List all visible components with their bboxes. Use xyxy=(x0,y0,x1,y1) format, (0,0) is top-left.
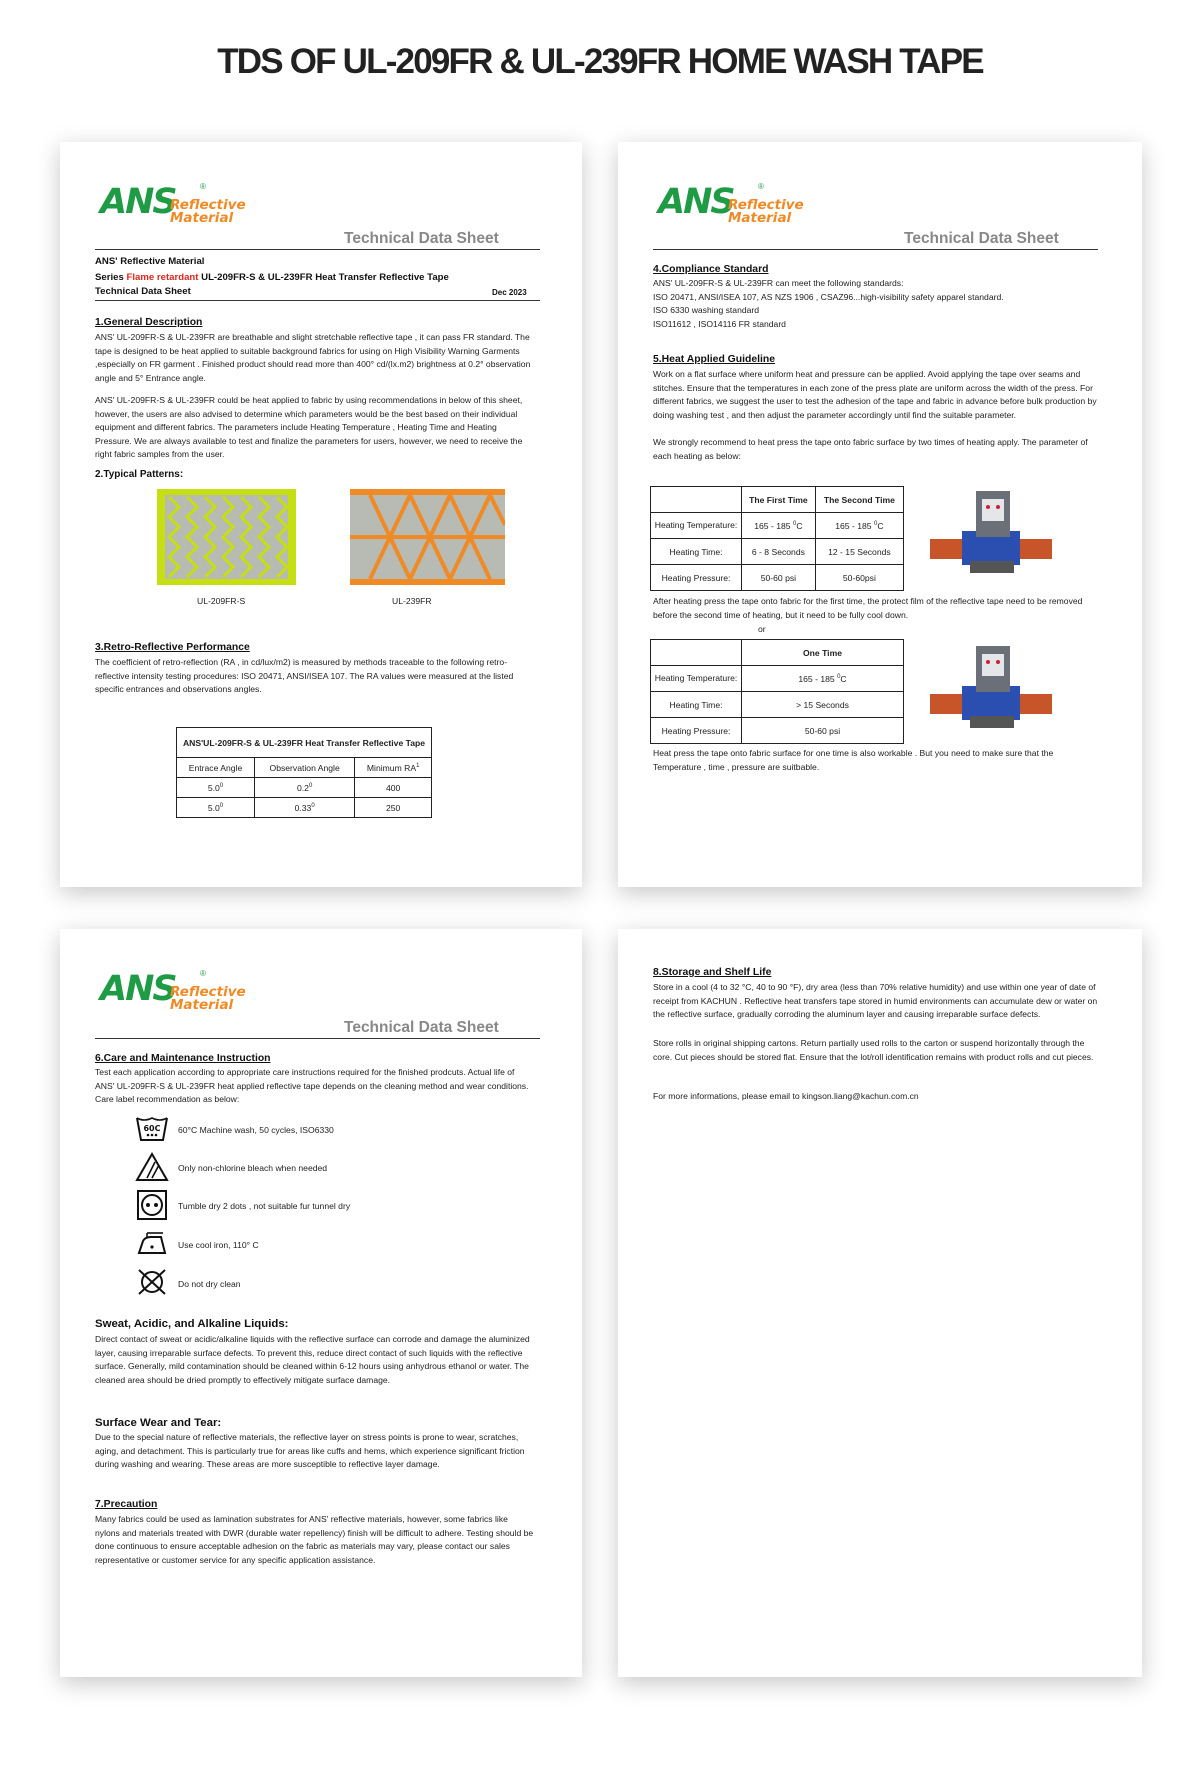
section-5-paragraph-2: We strongly recommend to heat press the tape onto fabric surface by two times of heating apply. The parameter of each heating as below: xyxy=(653,437,1088,461)
iron-icon xyxy=(135,1229,169,1259)
header-first-time: The First Time xyxy=(742,487,816,513)
care-item-dry-clean: Do not dry clean xyxy=(178,1279,241,1289)
section-2-title: 2.Typical Patterns: xyxy=(95,469,184,480)
header-rule-2 xyxy=(95,300,540,301)
section-6-paragraph: Test each application according to appropriate care instructions required for the finished prodcuts. Actual life of ANS' UL-209FR-S & UL-239FR heat applied reflective tape depends on the cleaning method and wear conditions. Care label recommendation as below: xyxy=(95,1067,529,1105)
section-3-title: 3.Retro-Reflective Performance xyxy=(95,642,250,653)
heat-press-machine-image-1 xyxy=(926,487,1056,577)
logo-wordmark: ANS xyxy=(658,182,734,222)
logo-wordmark: ANS xyxy=(100,182,176,222)
logo-registered-mark: ® xyxy=(200,182,206,191)
non-chlorine-bleach-icon xyxy=(135,1152,169,1182)
series-line: Series Flame retardant UL-209FR-S & UL-239FR Heat Transfer Reflective Tape xyxy=(95,272,449,283)
section-1-paragraph-1: ANS' UL-209FR-S & UL-239FR are breathable and slight stretchable reflective tape , it can pass FR standard. The tape is designed to be heat applied to suitable background fabrics for using on High Visibility Warning Garments ,especially on FR garment . Finished product should read more than 400° cd/(lx.m2) brightness at 0.2° observation angle and 5° Entrance angle. xyxy=(95,332,531,383)
contact-email-text: For more informations, please email to kingson.liang@kachun.com.cn xyxy=(653,1091,919,1101)
or-text: or xyxy=(758,624,766,634)
table-row: Heating Time: 6 - 8 Seconds 12 - 15 Seconds xyxy=(651,539,904,565)
pattern-1-label: UL-209FR-S xyxy=(197,596,246,606)
ra-header-observation: Observation Angle xyxy=(255,758,355,778)
tds-page-1 xyxy=(60,142,582,887)
table-row: Heating Pressure: 50-60 psi xyxy=(651,718,904,744)
sheet-label: Technical Data Sheet xyxy=(904,230,1059,247)
table-row: Heating Pressure: 50-60 psi 50-60psi xyxy=(651,565,904,591)
ans-logo xyxy=(100,969,270,1019)
table-row: Heating Time: > 15 Seconds xyxy=(651,692,904,718)
sheet-label: Technical Data Sheet xyxy=(344,1019,499,1036)
care-item-wash: 60°C Machine wash, 50 cycles, ISO6330 xyxy=(178,1125,334,1135)
ans-logo xyxy=(100,182,270,232)
document-title: TDS OF UL-209FR & UL-239FR HOME WASH TAPE xyxy=(217,42,983,81)
tds-page-4 xyxy=(618,929,1142,1677)
logo-line2: Material xyxy=(170,997,234,1013)
tumble-dry-icon xyxy=(135,1190,169,1220)
section-1-paragraph-2: ANS' UL-209FR-S & UL-239FR could be heat applied to fabric by using recommendations in below of this sheet, however, the users are also advised to determine which parameters would be the best based on their individual equipment and different fabrics. The parameters include Heating Temperature , Heating Time and Heating Pressure. We are always available to test and finalize the parameters for users, however, we need to receive the right fabric samples from the user. xyxy=(95,395,523,460)
section-4-title: 4.Compliance Standard xyxy=(653,264,769,275)
pattern-ul209frs-image xyxy=(157,489,296,585)
logo-line2: Material xyxy=(728,210,792,226)
care-item-tumble-dry: Tumble dry 2 dots , not suitable fur tunnel dry xyxy=(178,1201,351,1211)
section-4-list: ANS' UL-209FR-S & UL-239FR can meet the following standards: ISO 20471, ANSI/ISEA 107, AS NZS 1906 , CSAZ96...high-visibility safety apparel standard. ISO 6330 washing standard ISO11612 , ISO14116 FR standard xyxy=(653,278,1004,329)
section-6-title: 6.Care and Maintenance Instruction xyxy=(95,1053,271,1064)
logo-line1: Reflective xyxy=(170,197,246,213)
header-one-time: One Time xyxy=(742,640,904,666)
wear-paragraph: Due to the special nature of reflective materials, the reflective layer on stress points is prone to wear, scratches, aging, and detachment. This is particularly true for areas like cuffs and hems, which experience significant friction during washing and wearing. These areas are more susceptible to reflective layer damage. xyxy=(95,1432,525,1470)
header-rule xyxy=(95,1038,540,1039)
heat-press-machine-image-2 xyxy=(926,642,1056,732)
section-8-title: 8.Storage and Shelf Life xyxy=(653,967,772,978)
company-name: ANS' Reflective Material xyxy=(95,256,205,267)
sweat-paragraph: Direct contact of sweat or acidic/alkaline liquids with the reflective surface can corrode and damage the aluminized layer, causing irreparable surface defects. To prevent this, reduce direct contact of such liquids with the reflective surface. Generally, mild contamination should be cleaned within 6-12 hours using anhydrous ethanol or water. The cleaned area should be dried promptly to effectively mitigate surface damage. xyxy=(95,1334,530,1385)
section-3-paragraph: The coefficient of retro-reflection (RA , in cd/lux/m2) is measured by methods traceable to the following retro-reflective intensity testing procedures: ISO 20471, ANSI/ISEA 107. The RA values were measured at the listed specific entrances and observations angles. xyxy=(95,657,514,695)
pattern-ul239fr-image xyxy=(350,489,505,585)
section-8-paragraph-1: Store in a cool (4 to 32 °C, 40 to 90 °F), dry area (less than 70% relative humidity) and use within one year of date of receipt from KACHUN . Reflective heat transfers tape stored in humid environments can accumulate dew or water on the reflective surface, gradually corroding the aluminum layer and causing irreparable surface defects. xyxy=(653,982,1098,1020)
logo-registered-mark: ® xyxy=(200,969,206,978)
header-rule xyxy=(95,249,540,250)
wear-title: Surface Wear and Tear: xyxy=(95,1417,222,1429)
care-item-bleach: Only non-chlorine bleach when needed xyxy=(178,1163,328,1173)
ra-table xyxy=(176,727,432,818)
sheet-label: Technical Data Sheet xyxy=(344,230,499,247)
no-dry-clean-icon xyxy=(135,1267,169,1297)
ra-header-min: Minimum $RA^1$ xyxy=(355,758,432,778)
sweat-title: Sweat, Acidic, and Alkaline Liquids: xyxy=(95,1318,289,1330)
ra-table-row: $5.0^0$ 0.33$^0$ 250 xyxy=(177,798,432,818)
ra-header-entrance: Entrace Angle xyxy=(177,758,255,778)
section-5-paragraph-1: Work on a flat surface where uniform heat and pressure can be applied. Avoid applying the tape over seams and stitches. Ensure that the temperatures in each zone of the press plate are uniform across the width of the press. For different fabrics, we suggest the user to test the adhesion of the tape and fabric in advance before bulk production by doing washing test , and then adjust the parameter accordingly until find the suitable parameter. xyxy=(653,369,1097,420)
one-time-text: Heat press the tape onto fabric surface for one time is also workable . But you need to make sure that the Temperature , time , pressure are suitbable. xyxy=(653,748,1054,772)
wash-60c-icon xyxy=(135,1114,169,1144)
table-row: Heating Temperature: 165 - 185 $^0$C xyxy=(651,666,904,692)
logo-wordmark: ANS xyxy=(100,969,176,1009)
care-item-iron: Use cool iron, 110° C xyxy=(178,1240,259,1250)
after-heating-text: After heating press the tape onto fabric for the first time, the protect film of the reflective tape need to be removed before the second time of heating, but it need to be fully cool down. xyxy=(653,596,1083,620)
logo-registered-mark: ® xyxy=(758,182,764,191)
wash-temperature-glyph: 60C xyxy=(143,1124,161,1133)
section-7-paragraph: Many fabrics could be used as lamination substrates for ANS' reflective materials, however, some fabrics like nylons and materials treated with DWR (durable water repellency) finish will be difficult to adhere. Testing should be done continuous to ensure acceptable adhesion on the fabric as materials may vary, please contact our sales representative or customer service for any specific application assistance. xyxy=(95,1514,534,1565)
header-rule xyxy=(653,249,1098,250)
ra-table-title: ANS'UL-209FR-S & UL-239FR Heat Transfer Reflective Tape xyxy=(177,728,432,758)
section-7-title: 7.Precaution xyxy=(95,1499,158,1510)
logo-line1: Reflective xyxy=(170,984,246,1000)
ans-logo xyxy=(658,182,828,232)
logo-line1: Reflective xyxy=(728,197,804,213)
header-second-time: The Second Time xyxy=(815,487,903,513)
tds-page-2 xyxy=(618,142,1142,887)
doc-date: Dec 2023 xyxy=(492,288,527,297)
two-time-heating-table xyxy=(650,486,904,591)
one-time-heating-table xyxy=(650,639,904,744)
logo-line2: Material xyxy=(170,210,234,226)
section-5-title: 5.Heat Applied Guideline xyxy=(653,354,776,365)
pattern-2-label: UL-239FR xyxy=(392,596,432,606)
tds-page-3 xyxy=(60,929,582,1677)
section-1-title: 1.General Description xyxy=(95,317,203,328)
section-8-paragraph-2: Store rolls in original shipping cartons. Return partially used rolls to the carton or suspend horizontally through the core. Cut pieces should be stored flat. Ensure that the lot/roll identification remains with product rolls and cut pieces. xyxy=(653,1038,1094,1062)
ra-table-row: $5.0^0$ $0.2^0$ 400 xyxy=(177,778,432,798)
doc-type: Technical Data Sheet xyxy=(95,286,191,297)
table-row: Heating Temperature: 165 - 185 $^0$C 165 - 185 $^0$C xyxy=(651,513,904,539)
